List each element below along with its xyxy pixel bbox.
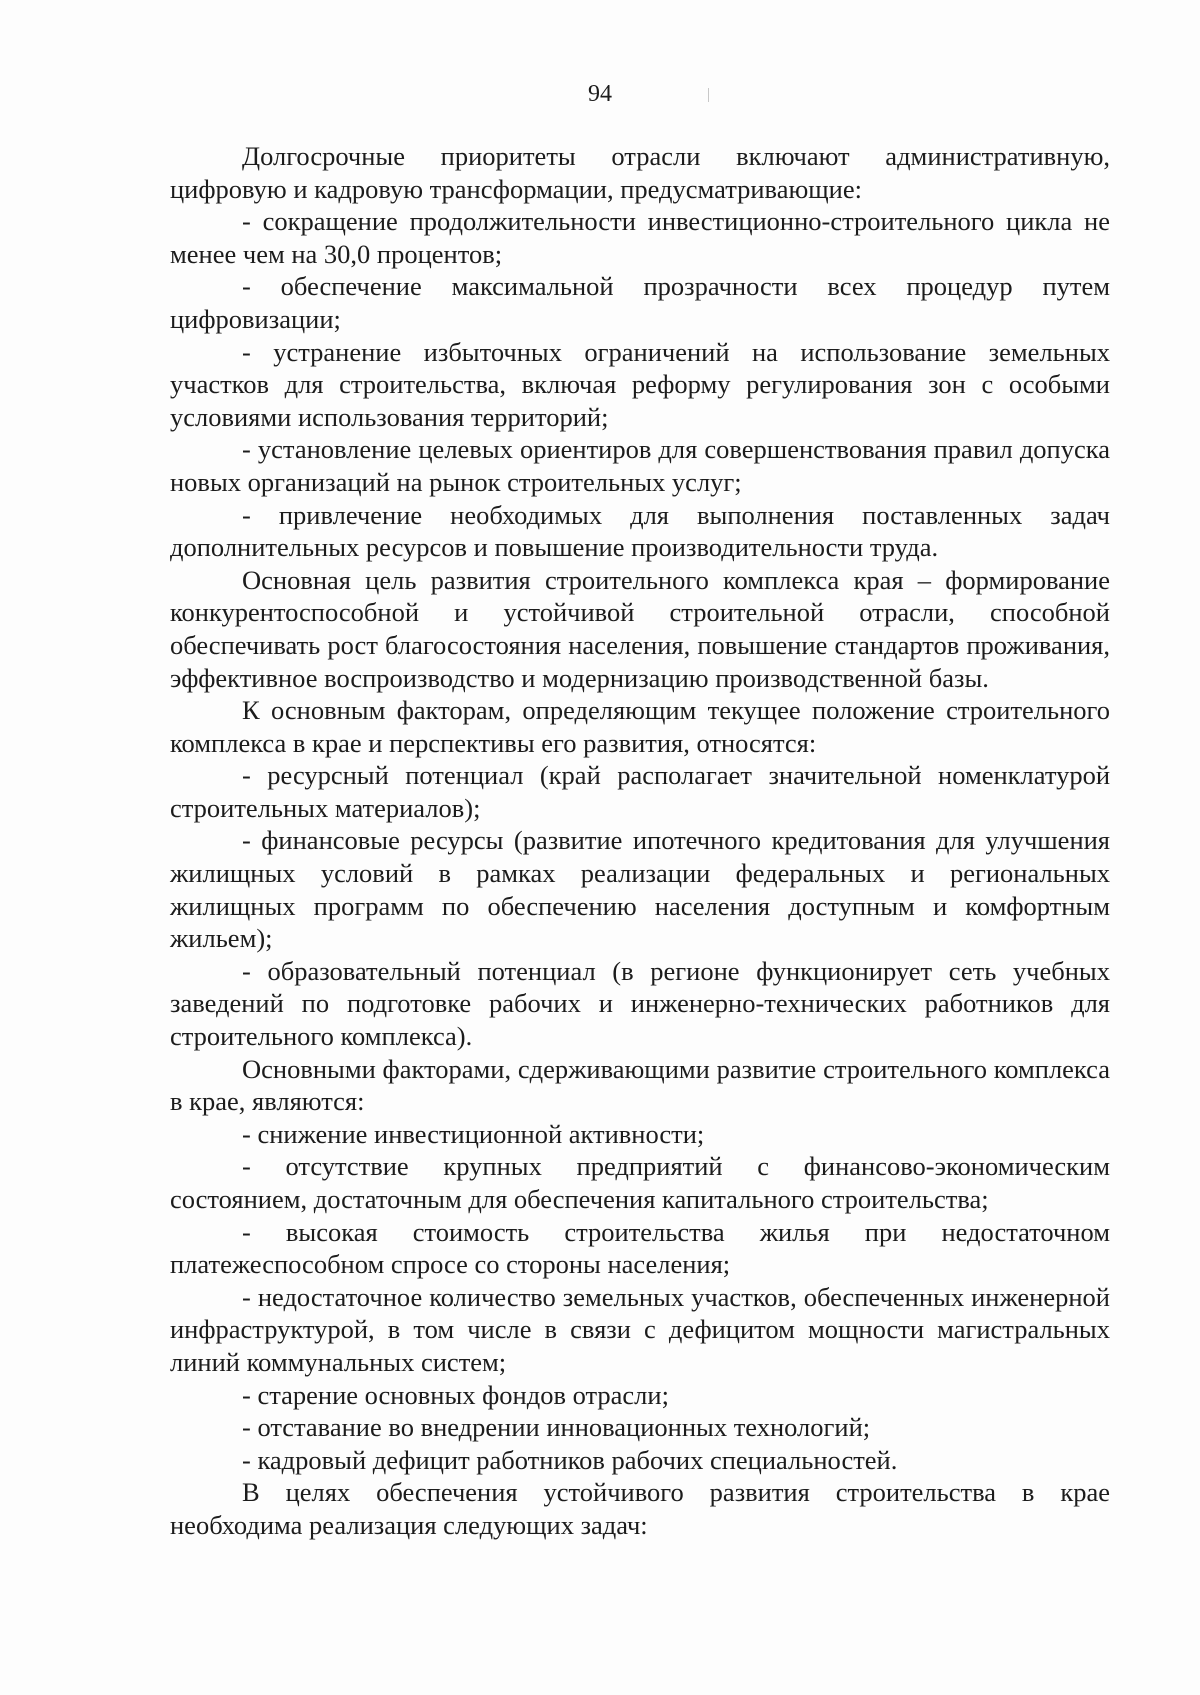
paragraph-factors-intro: К основным факторам, определяющим текущее положение строительного комплекса в крае и перспективы его развития, относятся: [170, 695, 1110, 758]
list-item-cycle-reduction: - сокращение продолжительности инвестиционно-строительного цикла не менее чем на 30,0 процентов; [170, 206, 1110, 269]
list-item-aging-assets: - старение основных фондов отрасли; [242, 1379, 669, 1410]
list-item-high-cost: - высокая стоимость строительства жилья при недостаточном платежеспособном спросе со стороны населения; [170, 1216, 1110, 1280]
paragraph-priorities-intro: Долгосрочные приоритеты отрасли включают административную, цифровую и кадровую трансформации, предусматривающие: [170, 141, 1110, 204]
list-item-transparency: - обеспечение максимальной прозрачности всех процедур путем цифровизации; [170, 271, 1110, 334]
list-item-land-restrictions: - устранение избыточных ограничений на использование земельных участков для строительства, включая реформу регулирования зон с особыми условиями использования территорий; [170, 336, 1110, 432]
list-item-land-shortage: - недостаточное количество земельных участков, обеспеченных инженерной инфраструктурой, в том числе в связи с дефицитом мощности магистральных линий коммунальных систем; [170, 1281, 1110, 1377]
list-item-resource-potential: - ресурсный потенциал (край располагает значительной номенклатурой строительных материалов); [170, 760, 1110, 823]
list-item-market-access: - установление целевых ориентиров для совершенствования правил допуска новых организаций на рынок строительных услуг; [170, 434, 1110, 497]
paragraph-tasks-intro: В целях обеспечения устойчивого развития строительства в крае необходима реализация следующих задач: [170, 1477, 1110, 1540]
list-item-educational-potential: - образовательный потенциал (в регионе функционирует сеть учебных заведений по подготовке рабочих и инженерно-технических работников для строительного комплекса). [170, 955, 1110, 1052]
page-number: 94 [588, 81, 612, 107]
paragraph-main-goal: Основная цель развития строительного комплекса края – формирование конкурентоспособной и устойчивой строительной отрасли, способной обеспечивать рост благосостояния населения, повышение стандартов проживания, эффективное воспроизводство и модернизацию производственной базы. [170, 564, 1110, 693]
list-item-innovation-lag: - отставание во внедрении инновационных технологий; [242, 1412, 871, 1443]
list-item-no-large-enterprises: - отсутствие крупных предприятий с финансово-экономическим состоянием, достаточным для обеспечения капитального строительства; [170, 1151, 1110, 1214]
list-item-investment-decline: - снижение инвестиционной активности; [242, 1118, 705, 1149]
paragraph-constraints-intro: Основными факторами, сдерживающими развитие строительного комплекса в крае, являются: [170, 1053, 1110, 1117]
list-item-resources: - привлечение необходимых для выполнения поставленных задач дополнительных ресурсов и повышение производительности труда. [170, 499, 1110, 563]
document-body [170, 140, 1110, 1542]
list-item-financial-resources: - финансовые ресурсы (развитие ипотечного кредитования для улучшения жилищных условий в рамках реализации федеральных и региональных жилищных программ по обеспечению населения доступным и комфортным жильем); [170, 825, 1110, 954]
list-item-staff-shortage: - кадровый дефицит работников рабочих специальностей. [242, 1444, 898, 1475]
